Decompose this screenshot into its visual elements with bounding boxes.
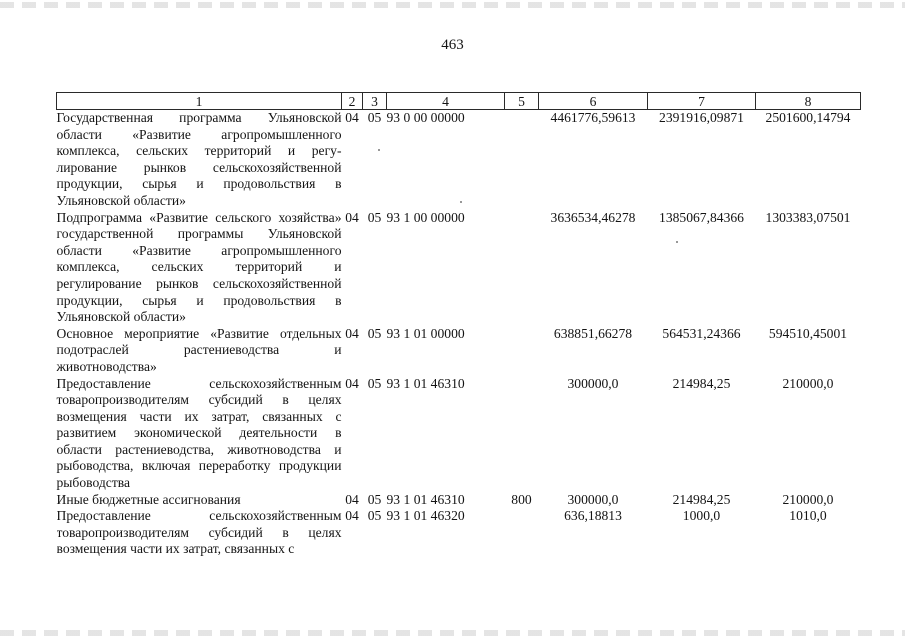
cell-amount-col6: 638851,66278: [553, 325, 633, 341]
cell-expense-type: [505, 376, 539, 492]
scan-edge-top: [0, 2, 905, 8]
cell-expense-type: [505, 210, 539, 326]
cell-section: 04: [345, 375, 359, 391]
cell-subsection: 05: [367, 209, 382, 225]
cell-amount-col8: 210000,0: [782, 491, 834, 507]
cell-subsection: 05: [367, 491, 382, 507]
cell-target-code: 93 1 01 46310: [386, 375, 465, 391]
cell-target-code: 93 1 00 00000: [386, 209, 465, 225]
budget-table: [56, 92, 861, 562]
cell-amount-col7: 2391916,09871: [659, 110, 744, 125]
cell-section: 04: [345, 508, 359, 524]
cell-section: 04: [345, 491, 359, 507]
row-name: Иные бюджетные ассигнования: [56, 491, 241, 507]
cell-amount-col7: 1385067,84366: [659, 209, 744, 225]
cell-amount-col8: 1010,0: [789, 508, 827, 524]
table-row: [57, 376, 861, 492]
cell-subsection: 05: [367, 375, 382, 391]
column-header-5: 5: [505, 93, 539, 110]
cell-expense-type: [505, 326, 539, 376]
cell-section: 04: [345, 110, 359, 125]
column-header-7: 7: [648, 93, 756, 110]
column-header-2: 2: [342, 93, 363, 110]
cell-amount-col7: 1000,0: [682, 508, 721, 524]
cell-amount-col6: 4461776,59613: [550, 110, 636, 125]
row-name: Основное мероприятие «Развитие отдельных подотраслей растениеводства и животноводства»: [56, 325, 342, 374]
table-row: [57, 508, 861, 562]
cell-amount-col8: 594510,45001: [768, 325, 848, 341]
table-row: [57, 326, 861, 376]
cell-amount-col7: 564531,24366: [662, 325, 741, 341]
row-name: Предоставление сельскохозяйственным товаропроизводителям субсидий в целях возмещения части их затрат, связанных с: [56, 508, 342, 557]
cell-amount-col7: 214984,25: [672, 491, 731, 507]
cell-target-code: 93 1 01 46320: [386, 508, 465, 524]
cell-amount-col8: 2501600,14794: [765, 110, 851, 125]
column-header-8: 8: [756, 93, 861, 110]
cell-amount-col6: 300000,0: [567, 491, 619, 507]
scan-speck: [460, 201, 462, 203]
scan-speck: [676, 241, 678, 243]
cell-amount-col6: 300000,0: [567, 375, 619, 391]
cell-subsection: 05: [367, 110, 382, 125]
cell-expense-type: [505, 508, 539, 562]
cell-amount-col7: 214984,25: [672, 375, 731, 391]
cell-expense-type: [505, 110, 539, 210]
cell-expense-type: 800: [511, 491, 532, 507]
cell-target-code: 93 0 00 00000: [386, 110, 465, 125]
cell-amount-col6: 3636534,46278: [550, 209, 636, 225]
column-header-4: 4: [387, 93, 505, 110]
scan-speck: [378, 149, 380, 151]
cell-section: 04: [345, 325, 359, 341]
cell-amount-col8: 210000,0: [782, 375, 834, 391]
table-header-row: [57, 93, 861, 110]
cell-subsection: 05: [367, 508, 382, 524]
row-name: Государственная программа Ульяновской области «Развитие агропромышленного комплекса, сельских территорий и регулирование рынков сельскохозяйственной продукции, сырья и продовольствия в Ульяновской области»: [56, 110, 342, 208]
scan-edge-bottom: [0, 630, 905, 636]
cell-subsection: 05: [367, 325, 382, 341]
row-name: Предоставление сельскохозяйственным товаропроизводителям субсидий в целях возмещения части их затрат, связанных с развитием экономической деятельности в области растениеводства, животноводства и рыбоводства, включая переработку продукции рыбоводства: [56, 375, 342, 491]
cell-section: 04: [345, 209, 359, 225]
cell-amount-col6: 636,18813: [564, 508, 622, 524]
table-row: [57, 492, 861, 509]
cell-amount-col8: 1303383,07501: [765, 209, 851, 225]
page-number: 463: [441, 37, 464, 53]
cell-target-code: 93 1 01 46310: [386, 491, 465, 507]
cell-target-code: 93 1 01 00000: [386, 325, 465, 341]
table-row: [57, 110, 861, 210]
column-header-1: 1: [57, 93, 342, 110]
table-row: [57, 210, 861, 326]
column-header-3: 3: [363, 93, 387, 110]
row-name: Подпрограмма «Развитие сельского хозяйства» государственной программы Ульяновской области «Развитие агропромышленного комплекса, сельских территорий и регулирование рынков сельскохозяйственной продукции, сырья и продовольствия в Ульяновской области»: [56, 209, 342, 325]
column-header-6: 6: [539, 93, 648, 110]
